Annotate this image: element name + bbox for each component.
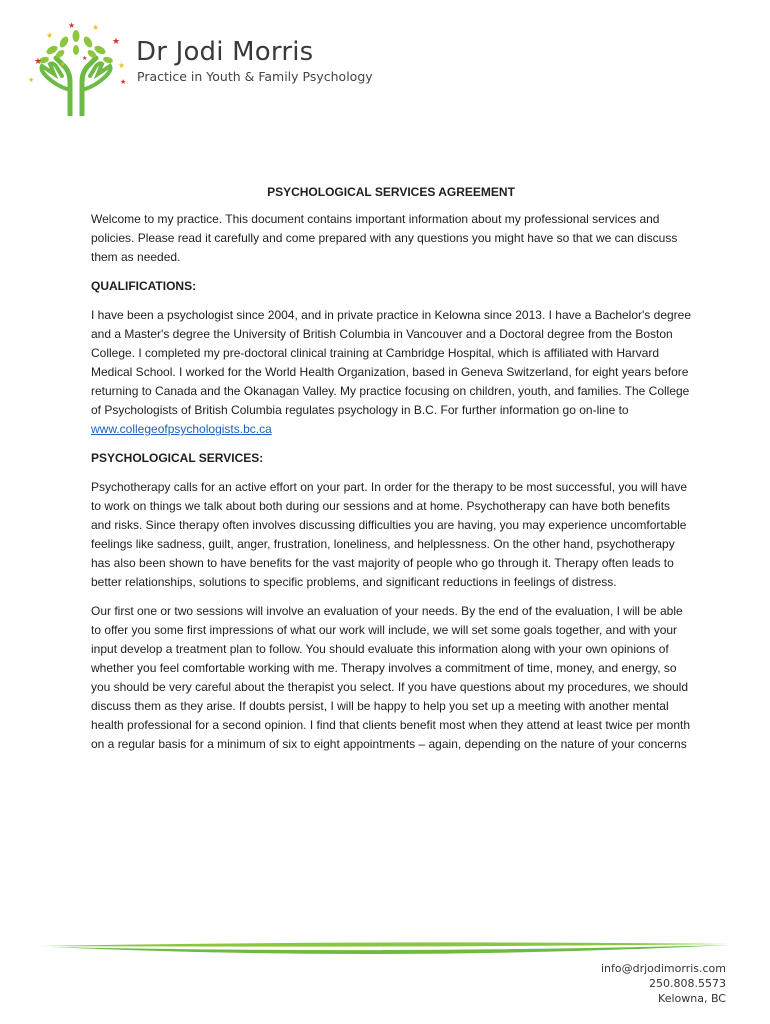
services-paragraph-2: Our first one or two sessions will involve an evaluation of your needs. By the end of the evaluation, I will be able to offer you some first impressions of what our work will include, we will set some goals together, and with your input develop a treatment plan to follow. You should evaluate this information along with your own opinions of whether you feel comfortable working with me. Therapy involves a commitment of time, money, and energy, so you should be very careful about the therapist you select. If you have questions about my procedures, we should discuss them as they arise. If doubts persist, I will be happy to help you set up a meeting with another mental health professional for a second opinion. I find that clients benefit most when they attend at least twice per month on a regular basis for a minimum of six to eight appointments – again, depending on the nature of your concerns — [91, 604, 691, 751]
svg-text:★: ★ — [92, 23, 100, 32]
qualifications-paragraph — [91, 306, 691, 439]
practice-tagline: Practice in Youth & Family Psychology — [137, 69, 373, 84]
services-heading: PSYCHOLOGICAL SERVICES: — [91, 451, 264, 465]
contact-location: Kelowna, BC — [658, 992, 726, 1005]
svg-text:★: ★ — [120, 79, 127, 86]
qualifications-heading: QUALIFICATIONS: — [91, 279, 197, 293]
footer-swoosh-divider — [40, 936, 730, 962]
intro-paragraph: Welcome to my practice. This document contains important information about my professional services and policies. Please read it carefully and come prepared with any questions you might have so that we can discuss them as needed. — [91, 212, 678, 264]
contact-info — [601, 961, 726, 1006]
college-website-link[interactable]: www.collegeofpsychologists.bc.ca — [91, 422, 272, 436]
svg-text:★: ★ — [82, 56, 88, 62]
svg-text:★: ★ — [28, 77, 35, 84]
document-title: PSYCHOLOGICAL SERVICES AGREEMENT — [267, 185, 515, 199]
svg-text:★: ★ — [68, 21, 76, 30]
svg-text:★: ★ — [112, 36, 121, 46]
agreement-body — [91, 183, 691, 764]
svg-text:★: ★ — [60, 62, 66, 68]
services-paragraph-1: Psychotherapy calls for an active effort on your part. In order for the therapy to be most successful, you will have to work on things we talk about both during our sessions and at home. Psychotherapy can have both benefits and risks. Since therapy often involves discussing difficulties you are having, you may experience uncomfortable feelings like sadness, guilt, anger, frustration, loneliness, and helplessness. On the other hand, psychotherapy has also been shown to have benefits for the vast majority of people who go through it. Therapy often leads to better relationships, solutions to specific problems, and significant reductions in feelings of distress. — [91, 480, 688, 589]
contact-phone: 250.808.5573 — [649, 977, 726, 990]
contact-email: info@drjodimorris.com — [600, 962, 726, 975]
svg-text:★: ★ — [34, 56, 43, 66]
practice-name: Dr Jodi Morris — [136, 37, 314, 67]
qualifications-text: I have been a psychologist since 2004, and in private practice in Kelowna since 2013. I have a Bachelor's degree and a Master's degree the University of British Columbia in Vancouver and a Doctoral degree from the Boston College. I completed my pre-doctoral clinical training at Cambridge Hospital, which is affiliated with Harvard Medical School. I worked for the World Health Organization, based in Geneva Switzerland, for eight years before returning to Canada and the Okanagan Valley. My practice focusing on children, youth, and families. The College of Psychologists of British Columbia regulates psychology in B.C. For further information go on-line to — [91, 308, 692, 417]
tree-hands-logo — [20, 20, 132, 116]
svg-text:★: ★ — [46, 31, 54, 40]
letterhead — [0, 0, 770, 130]
svg-text:★: ★ — [118, 61, 126, 70]
